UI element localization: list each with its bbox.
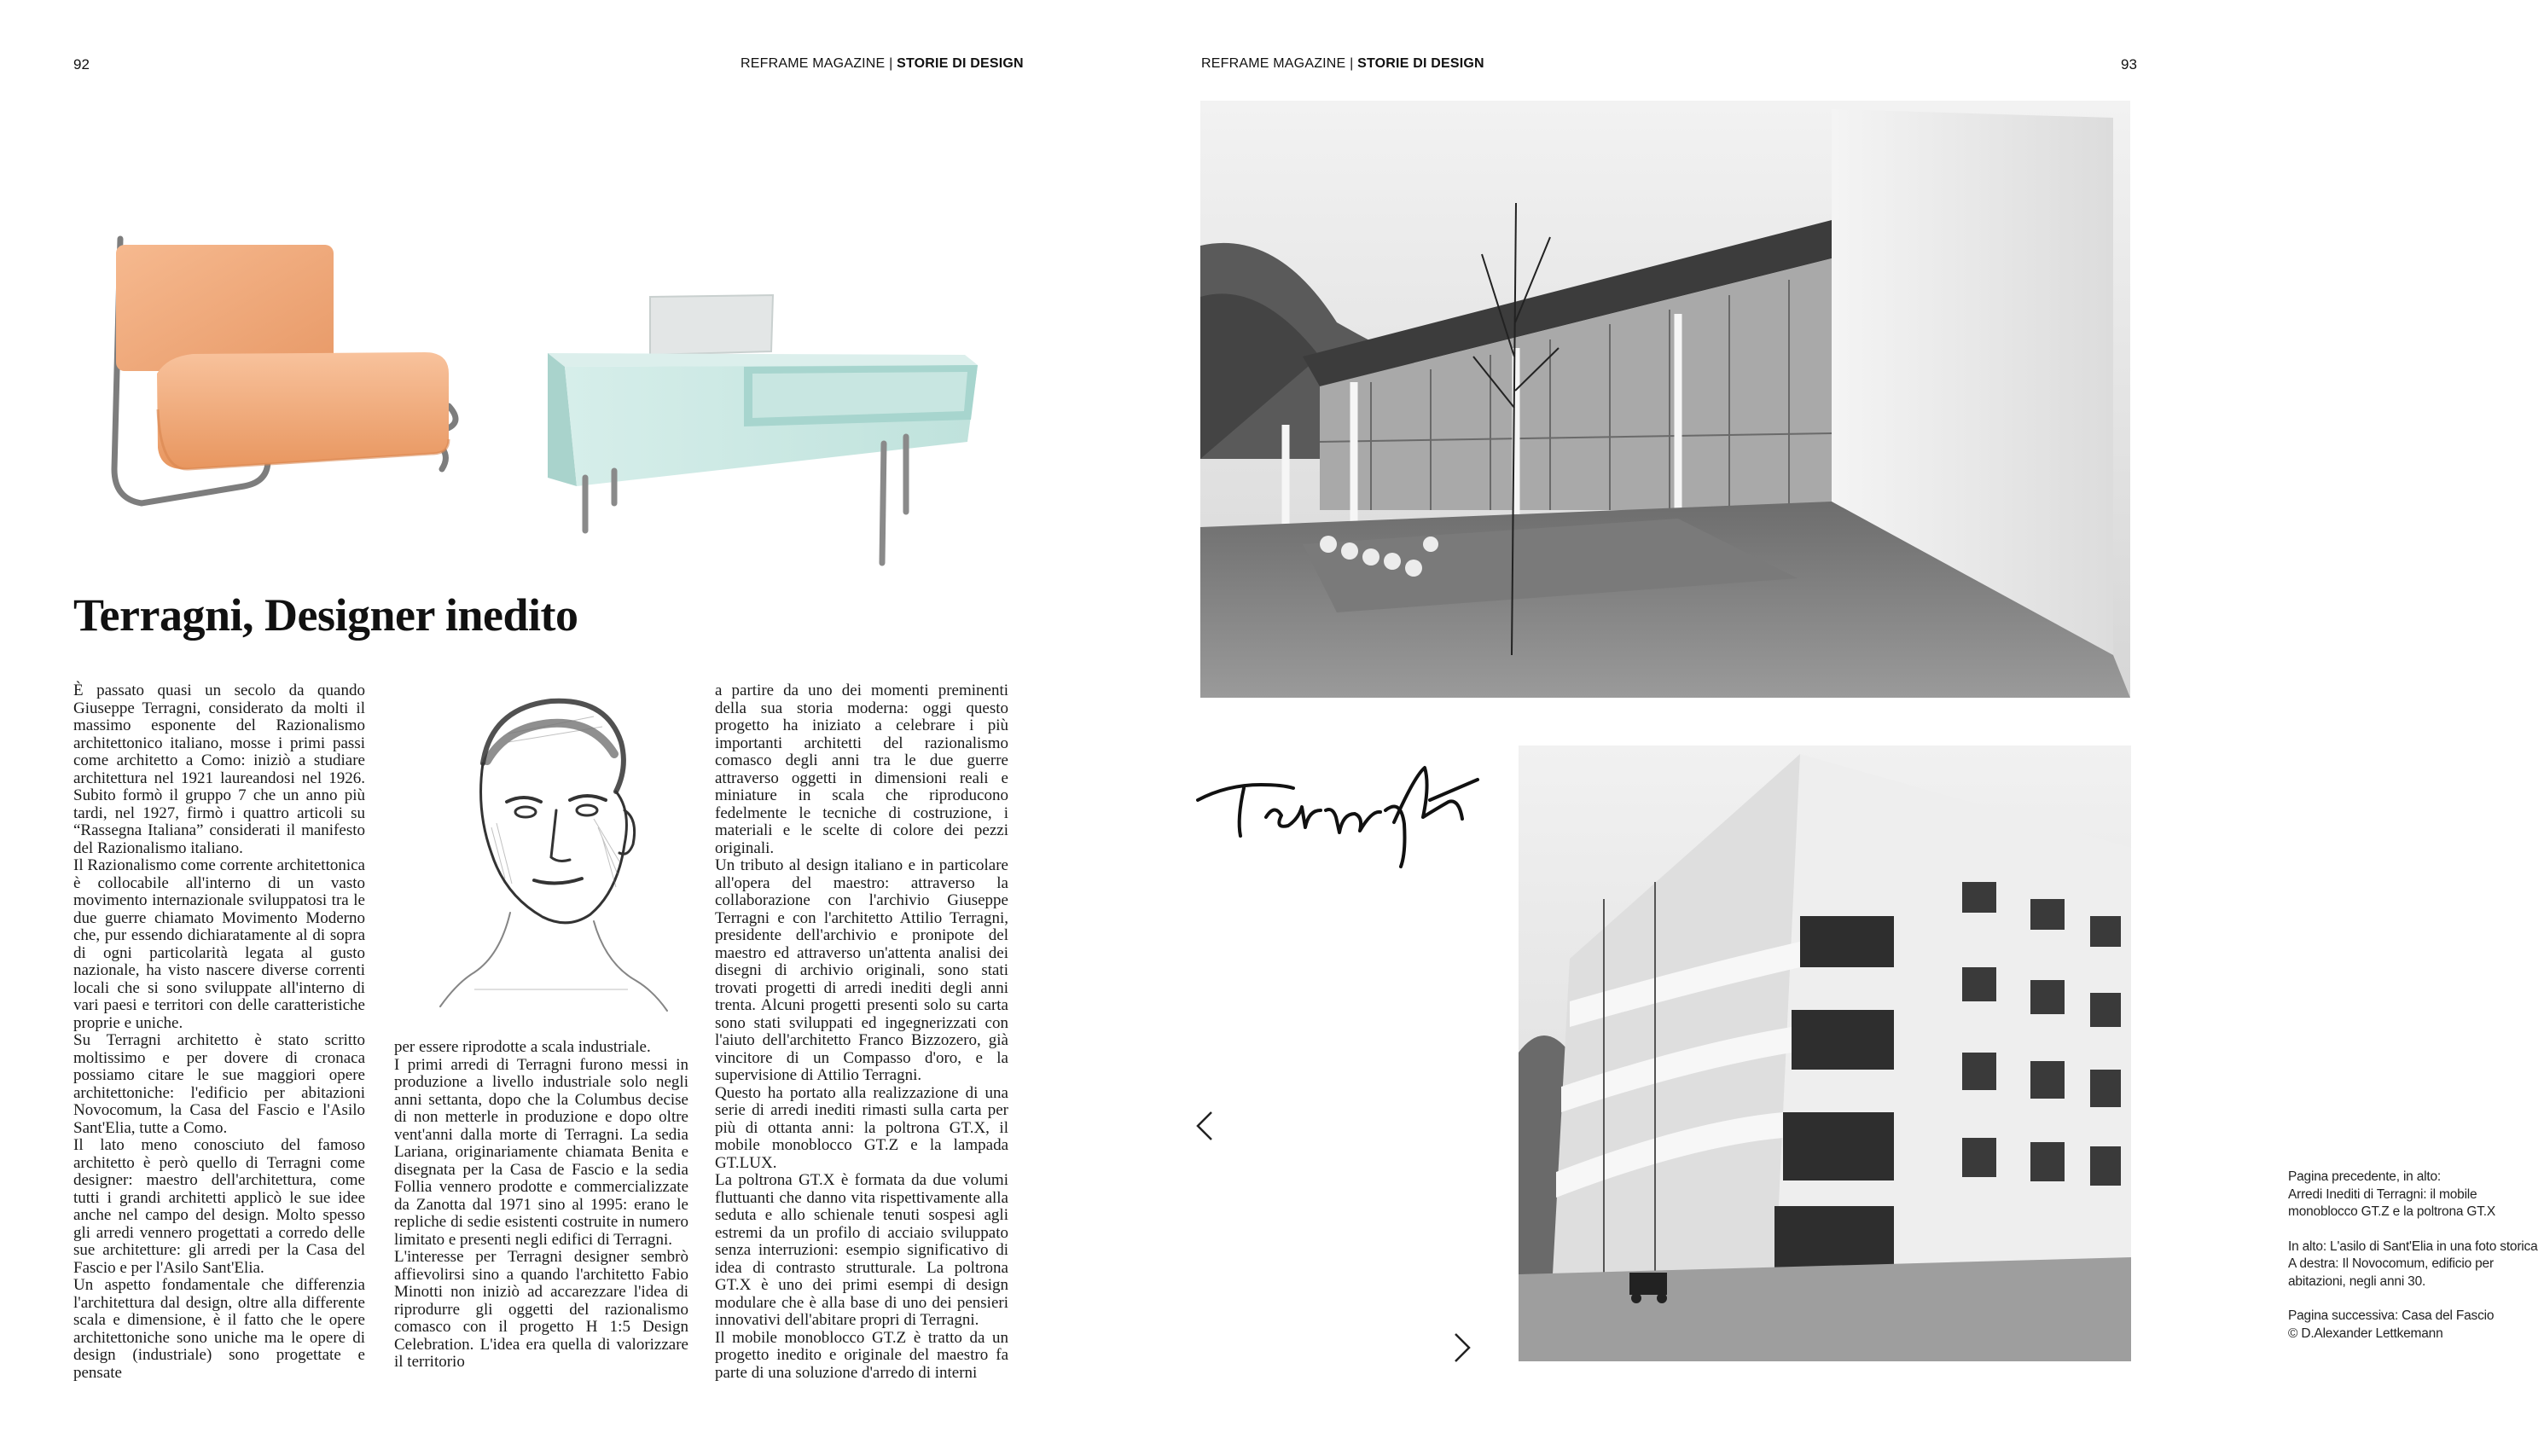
paragraph: L'interesse per Terragni designer sembrò affievolirsi sino a quando l'architetto Fabio Minotti non iniziò ad accarezzare l'idea di riprodurre gli oggetti del razionalismo comasco con il progetto H 1:5 Design Celebration. L'idea era quella di valorizzare il territorio: [394, 1248, 688, 1371]
paragraph: Il Razionalismo come corrente architettonica è collocabile all'interno di un vasto movimento internazionale sviluppatosi tra le due guerre chiamato Movimento Moderno che, pur essendo dichiaratamente al di sopra di ogni particolarità legata al gusto nazionale, ha visto nascere diverse correnti locali che si sono sviluppate all'interno di vari paesi e territori con delle caratteristiche proprie e uniche.: [73, 856, 365, 1032]
running-head-section: STORIE DI DESIGN: [1357, 56, 1484, 71]
left-page: [0, 0, 1092, 1456]
paragraph: a partire da uno dei momenti preminenti della sua storia moderna: oggi questo progetto ha iniziato a celebrare i più importanti architetti del razionalismo comasco degli anni tra le due guerre attraverso oggetti in dimensioni reali e miniature in scala che riproducono fedelmente le tecniche di costruzione, i materiali e le scelte di colore dei pezzi originali.: [715, 682, 1008, 857]
paragraph: La poltrona GT.X è formata da due volumi fluttuanti che danno vita rispettivamente alla seduta e allo schienale tenuti sospesi agli estremi da un profilo di acciaio sviluppato senza interruzioni: esempio significativo di idea di contrasto strutturale. La poltrona GT.X è uno dei primi esempi di design modulare che è alla base di uno dei pensieri innovativi dell'abitare propri di Terragni.: [715, 1171, 1008, 1329]
caption-line: In alto: L'asilo di Sant'Elia in una foto storica: [2288, 1238, 2538, 1254]
novocomum-photo: [1519, 745, 2131, 1361]
terragni-portrait-sketch: [423, 682, 671, 1024]
text-column-1: [73, 682, 365, 1382]
paragraph: Il mobile monoblocco GT.Z è tratto da un progetto inedito e originale del maestro fa parte di una soluzione d'arredo di interni: [715, 1328, 1008, 1382]
paragraph: Questo ha portato alla realizzazione di una serie di arredi inediti rimasti sulla carta per più di ottanta anni: la poltrona GT.X, il mobile monoblocco GT.Z e la lampada GT.LUX.: [715, 1083, 1008, 1172]
paragraph: Su Terragni architetto è stato scritto moltissimo e per dovere di cronaca possiamo citare le sue maggiori opere architettoniche: l'edificio per abitazioni Novocomum, la Casa del Fascio e l'Asilo Sant'Elia, tutte a Como.: [73, 1031, 365, 1137]
cabinet-gtz: [548, 295, 978, 563]
caption-line: Pagina successiva: Casa del Fascio: [2288, 1308, 2495, 1323]
article-title: Terragni, Designer inedito: [73, 589, 578, 641]
caption-line: A destra: Il Novocomum, edificio per abitazioni, negli anni 30.: [2288, 1256, 2494, 1289]
caption-line: © D.Alexander Lettkemann: [2288, 1325, 2443, 1341]
page-number-right: 93: [2121, 56, 2137, 73]
caption-line: Pagina precedente, in alto:: [2288, 1169, 2442, 1184]
running-head-right: REFRAME MAGAZINE | STORIE DI DESIGN: [1201, 56, 1484, 71]
running-head-magazine: REFRAME MAGAZINE: [1201, 56, 1346, 71]
terragni-signature: [1193, 751, 1483, 870]
paragraph: Il lato meno conosciuto del famoso architetto è però quello di Terragni come designer: maestro dell'architettura, come tutti i grandi architetti applicò le sue idee anche nel campo del design. Molto spesso gli arredi vennero progettati a corredo delle sue architetture: gli arredi per la Casa del Fascio e per l'Asilo Sant'Elia.: [73, 1136, 365, 1277]
asilo-photo-illustration: [1200, 101, 2130, 698]
caption-line: Arredi Inediti di Terragni: il mobile monoblocco GT.Z e la poltrona GT.X: [2288, 1186, 2496, 1219]
text-column-3: [715, 682, 1008, 1382]
novocomum-illustration: [1519, 745, 2131, 1361]
previous-page-arrow-icon[interactable]: [1193, 1109, 1218, 1143]
paragraph: Un aspetto fondamentale che differenzia l'architettura dal design, oltre alla differente scala e dimensione, è il fatto che le opere architettoniche sono uniche ma le opere di design (industriale) sono progettate e pensate: [73, 1276, 365, 1382]
running-head-magazine: REFRAME MAGAZINE: [741, 56, 886, 71]
page-number-left: 92: [73, 56, 90, 73]
signature-drawing: [1193, 751, 1483, 870]
next-page-arrow-icon[interactable]: [1449, 1331, 1474, 1365]
paragraph: per essere riprodotte a scala industriale.: [394, 1038, 651, 1056]
photo-caption: [2288, 1169, 2544, 1343]
furniture-photo: [73, 102, 1020, 563]
furniture-illustration: [73, 102, 1020, 563]
paragraph: È passato quasi un secolo da quando Giuseppe Terragni, considerato da molti il massimo esponente del Razionalismo architettonico italiano, mosse i primi passi come architetto a Como: iniziò a studiare architettura nel 1921 laureandosi nel 1926. Subito formò il gruppo 7 che un anno più tardi, nel 1927, firmò i quattro articoli su “Rassegna Italiana” considerati il manifesto del Razionalismo italiano.: [73, 682, 365, 857]
right-page: [1092, 0, 2538, 1456]
running-head-left: REFRAME MAGAZINE | STORIE DI DESIGN: [741, 56, 1024, 71]
paragraph: Un tributo al design italiano e in particolare all'opera del maestro: attraverso la collaborazione con l'archivio Giuseppe Terragni e con l'architetto Attilio Terragni, presidente dell'archivio e pronipote del maestro ed attraverso un'attenta analisi dei disegni di archivio originali, sono stati trovati progetti di arredi inediti degli anni trenta. Alcuni progetti presenti solo su carta sono stati sviluppati ed ingegnerizzati con l'aiuto dell'architetto Franco Bizzozero, già vincitore di un Compasso d'oro, e la supervisione di Attilio Terragni.: [715, 856, 1008, 1084]
asilo-sant-elia-photo: [1200, 101, 2130, 698]
chair-seat: [157, 352, 449, 469]
chair-backrest: [116, 245, 334, 371]
portrait-drawing: [423, 682, 671, 1024]
running-head-section: STORIE DI DESIGN: [897, 56, 1024, 71]
text-column-2: [394, 1039, 688, 1372]
paragraph: I primi arredi di Terragni furono messi in produzione a livello industriale solo negli anni settanta, dopo che la Columbus decise di non metterle in produzione e dopo oltre vent'anni dalla morte di Terragni. La sedia Lariana, originariamente chiamata Benita e disegnata per la Casa de Fascio e la sedia Follia vennero prodotte e commercializzate da Zanotta dal 1971 sino al 1995: erano le repliche di sedie esistenti costruite in numero limitato e presenti negli edifici di Terragni.: [394, 1055, 688, 1249]
cabinet-mirror-panel: [650, 295, 773, 355]
